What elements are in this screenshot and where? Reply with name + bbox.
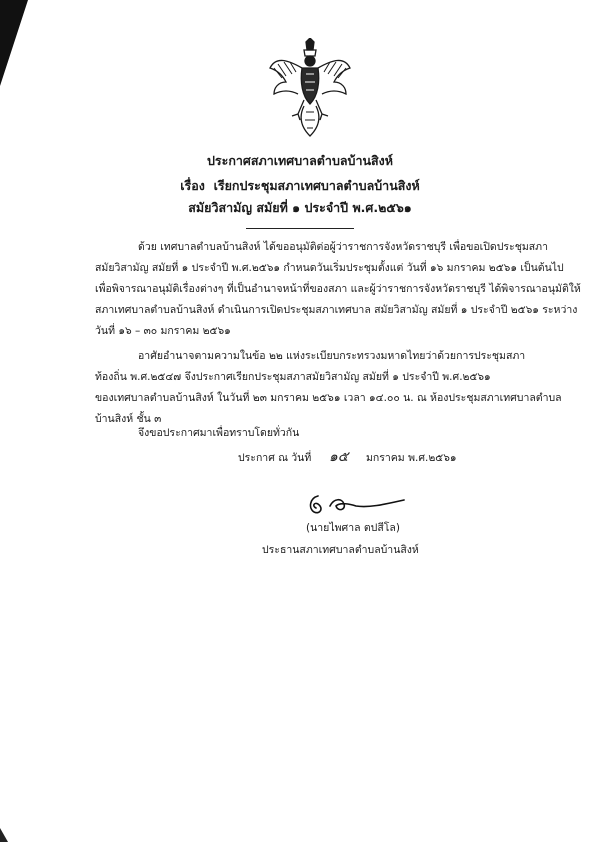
subject-label: เรื่อง [180,178,205,193]
paragraph2-line3: ของเทศบาลตำบลบ้านสิงห์ ในวันที่ ๒๓ มกราคม ๒๕๖๑ เวลา ๑๔.๐๐ น. ณ ห้องประชุมสภาเทศบาลตำบล [95,392,562,404]
announcement-session: สมัยวิสามัญ สมัยที่ ๑ ประจำปี พ.ศ.๒๕๖๑ [188,200,412,215]
date-day-handwritten: ๑๕ [328,449,349,465]
paragraph2-line1: อาศัยอำนาจตามความในข้อ ๒๒ แห่งระเบียบกระทรวงมหาดไทยว่าด้วยการประชุมสภา [138,350,526,362]
announcement-date [238,446,457,468]
closing-statement: จึงขอประกาศมาเพื่อทราบโดยทั่วกัน [138,427,300,439]
paragraph1-line3: เพื่อพิจารณาอนุมัติเรื่องต่างๆ ที่เป็นอำนาจหน้าที่ของสภา และผู้ว่าราชการจังหวัดราชบุรี ได้พิจารณาอนุมัติให้ [95,283,581,295]
paragraph2-line2: ท้องถิ่น พ.ศ.๒๕๔๗ จึงประกาศเรียกประชุมสภาสมัยวิสามัญ สมัยที่ ๑ ประจำปี พ.ศ.๒๕๖๑ [95,371,491,383]
date-suffix: มกราคม พ.ศ.๒๕๖๑ [365,452,457,464]
signer-name: (นายไพศาล ตปสีโล) [306,522,400,534]
heading-divider [246,228,354,229]
handwritten-signature [300,488,410,520]
subject-text: เรียกประชุมสภาเทศบาลตำบลบ้านสิงห์ [213,178,420,193]
announcement-title: ประกาศสภาเทศบาลตำบลบ้านสิงห์ [206,153,394,168]
garuda-emblem-icon [268,38,352,138]
signer-title: ประธานสภาเทศบาลตำบลบ้านสิงห์ [262,544,419,556]
paragraph2-line4: บ้านสิงห์ ชั้น ๓ [95,413,162,425]
date-prefix: ประกาศ ณ วันที่ [238,452,312,464]
announcement-subject [0,176,600,196]
paragraph1-line2: สมัยวิสามัญ สมัยที่ ๑ ประจำปี พ.ศ.๒๕๖๑ กำหนดวันเริ่มประชุมตั้งแต่ วันที่ ๑๖ มกราคม ๒๕๖๑ เป็นต้นไป [95,262,564,274]
paragraph1-line1: ด้วย เทศบาลตำบลบ้านสิงห์ ได้ขออนุมัติต่อผู้ว่าราชการจังหวัดราชบุรี เพื่อขอเปิดประชุมสภา [138,241,548,253]
paragraph1-line5: วันที่ ๑๖ – ๓๐ มกราคม ๒๕๖๑ [95,325,231,337]
scan-corner-mark-bottom [0,828,8,842]
paragraph1-line4: สภาเทศบาลตำบลบ้านสิงห์ ดำเนินการเปิดประชุมสภาเทศบาล สมัยวิสามัญ สมัยที่ ๑ ประจำปี ๒๕๖๑ ระหว่าง [95,304,578,316]
scan-corner-mark [0,0,28,86]
